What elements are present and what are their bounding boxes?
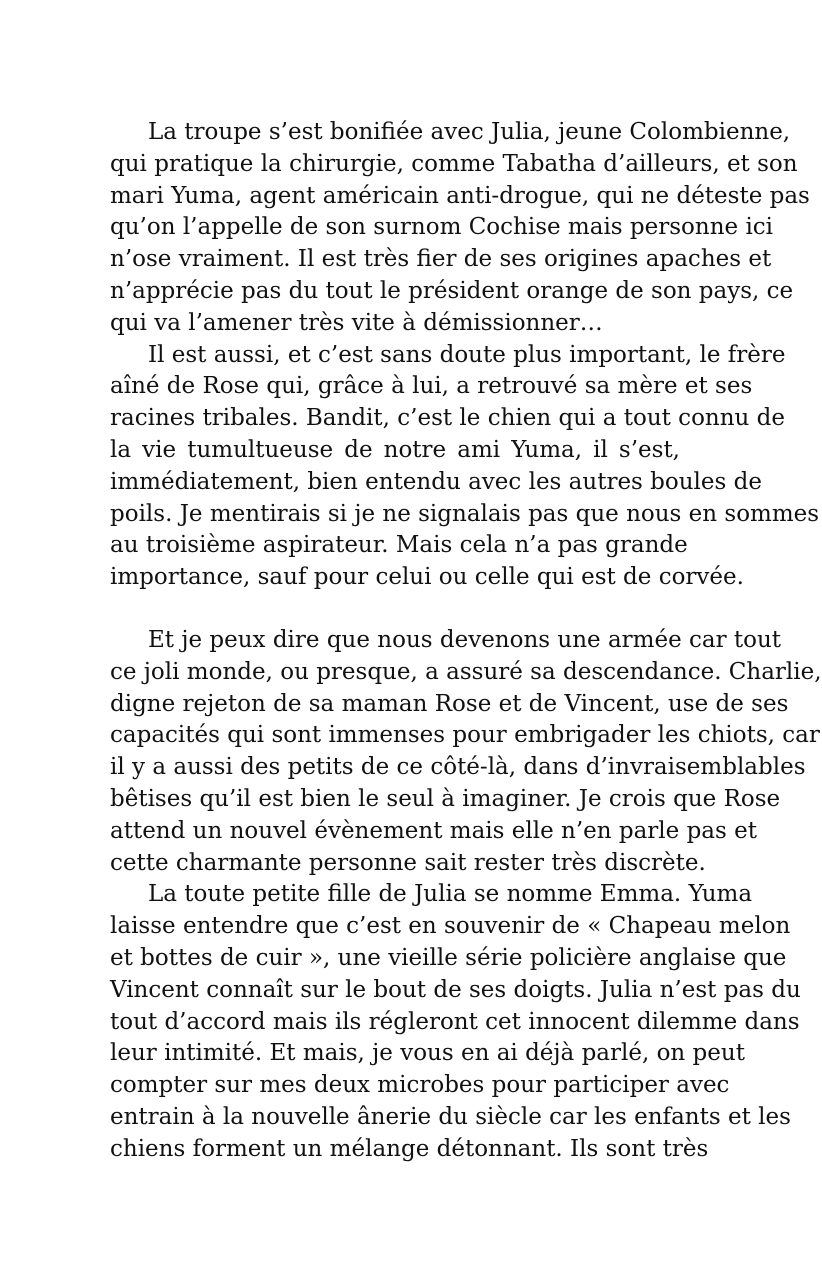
text-line: poils. Je mentirais si je ne signalais pas que nous en sommes <box>110 500 820 527</box>
text-line: n’apprécie pas du tout le président orange de son pays, ce <box>110 277 794 304</box>
text-line: attend un nouvel évènement mais elle n’en parle pas et <box>110 817 757 844</box>
text-line: qui pratique la chirurgie, comme Tabatha d’ailleurs, et son <box>110 150 798 177</box>
text-line: n’ose vraiment. Il est très fier de ses origines apaches et <box>110 246 772 273</box>
text-line: la vie tumultueuse de notre ami Yuma, il s’est, <box>110 436 680 463</box>
text-line: cette charmante personne sait rester très discrète. <box>110 849 706 876</box>
text-line: immédiatement, bien entendu avec les autres boules de <box>110 468 762 495</box>
text-line: tout d’accord mais ils régleront cet innocent dilemme dans <box>110 1008 800 1035</box>
body-text <box>110 117 822 1166</box>
text-line: La troupe s’est bonifiée avec Julia, jeune Colombienne, <box>148 119 791 145</box>
text-line: laisse entendre que c’est en souvenir de « Chapeau melon <box>110 913 791 940</box>
text-line: qui va l’amener très vite à démissionner… <box>110 309 603 336</box>
text-line: importance, sauf pour celui ou celle qui est de corvée. <box>110 564 744 591</box>
text-line: Il est aussi, et c’est sans doute plus important, le frère <box>148 341 786 368</box>
text-line: au troisième aspirateur. Mais cela n’a pas grande <box>110 532 688 559</box>
text-line: aîné de Rose qui, grâce à lui, a retrouvé sa mère et ses <box>110 373 753 400</box>
text-line: il y a aussi des petits de ce côté-là, dans d’invraisemblables <box>110 754 806 781</box>
text-line: ce joli monde, ou presque, a assuré sa descendance. Charlie, <box>110 658 822 685</box>
text-line: racines tribales. Bandit, c’est le chien qui a tout connu de <box>110 405 785 432</box>
text-line: chiens forment un mélange détonnant. Ils sont très <box>110 1135 709 1162</box>
text-line: leur intimité. Et mais, je vous en ai déjà parlé, on peut <box>110 1040 745 1067</box>
text-line: mari Yuma, agent américain anti-drogue, qui ne déteste pas <box>110 182 810 209</box>
text-line: et bottes de cuir », une vieille série policière anglaise que <box>110 944 787 971</box>
text-line: qu’on l’appelle de son surnom Cochise mais personne ici <box>110 214 774 241</box>
section-break <box>110 594 680 625</box>
text-line: Et je peux dire que nous devenons une armée car tout <box>148 626 782 653</box>
text-line: entrain à la nouvelle ânerie du siècle car les enfants et les <box>110 1103 791 1130</box>
text-line: compter sur mes deux microbes pour participer avec <box>110 1072 730 1099</box>
text-line: Vincent connaît sur le bout de ses doigts. Julia n’est pas du <box>110 976 801 1003</box>
text-line: capacités qui sont immenses pour embrigader les chiots, car <box>110 722 820 749</box>
text-line: La toute petite fille de Julia se nomme Emma. Yuma <box>148 881 753 908</box>
text-line: bêtises qu’il est bien le seul à imaginer. Je crois que Rose <box>110 785 781 812</box>
text-line: digne rejeton de sa maman Rose et de Vincent, use de ses <box>110 690 789 717</box>
